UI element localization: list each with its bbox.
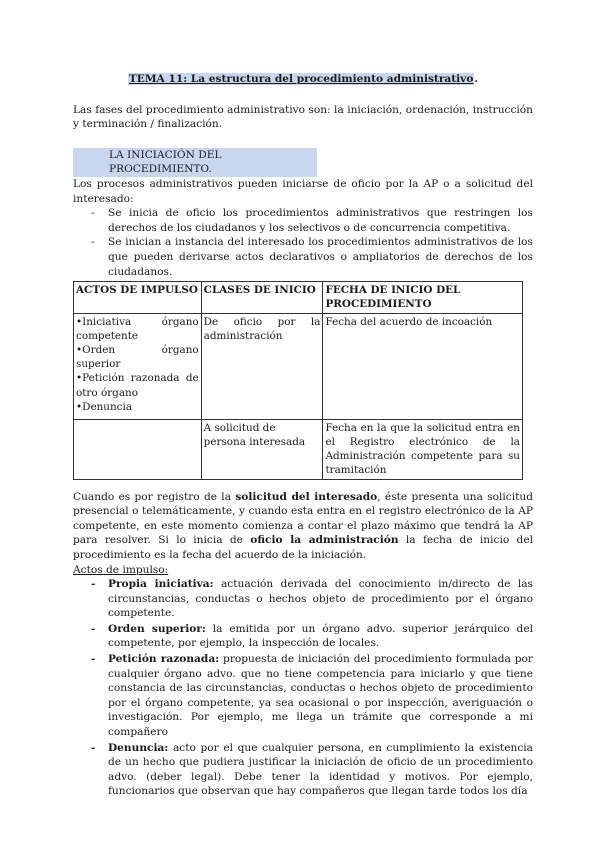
header-clases: CLASES DE INICIO <box>201 282 323 313</box>
actos-list <box>91 577 533 799</box>
document-page <box>73 72 533 800</box>
acto-item: •Orden órgano superior <box>76 343 199 371</box>
list-item <box>91 577 533 621</box>
definition: propuesta de iniciación del procedimiento formulada por cualquier órgano advo. que no tiene competencia para iniciarlo y que tiene constancia de las circunstancias, conductas o hechos objeto de procedimiento por el órgano competente, ya sea ocasional o por inspección, averiguación o investigación. Por ejemplo, me llega un trámite que corresponde a mi compañero <box>108 653 533 739</box>
cell-actos <box>74 419 202 479</box>
text-run: , éste presenta una solicitud presencial o telemáticamente, y cuando esta entra en el registro electrónico de la AP competente, en este momento comienza a contar el plazo máximo que tendrá la AP para resolver. Si lo inicia de <box>73 490 533 547</box>
bold-run: oficio la administración <box>250 534 399 547</box>
section-heading-iniciacion: LA INICIACIÓN DEL PROCEDIMIENTO. <box>73 148 317 177</box>
term: Orden superior: <box>108 622 206 635</box>
cell-fecha: Fecha del acuerdo de incoación <box>323 313 523 419</box>
term: Denuncia: <box>108 741 169 754</box>
acto-item: •Iniciativa órgano competente <box>76 315 199 342</box>
cell-actos <box>74 313 202 419</box>
term: Propia iniciativa: <box>108 578 214 591</box>
list-item: - Se inicia de oficio los procedimientos administrativos que restringen los derechos de los ciudadanos y los selectivos o de concurrencia competitiva. <box>91 206 533 235</box>
definition: la emitida por un órgano advo. superior jerárquico del competente, por ejemplo, la inspección de locales. <box>108 622 533 650</box>
list-item <box>91 652 533 740</box>
inicio-table <box>73 281 523 479</box>
bold-run: solicitud del interesado <box>235 490 378 503</box>
iniciacion-list <box>91 206 533 279</box>
registro-paragraph <box>73 490 533 563</box>
header-fecha: FECHA DE INICIO DEL PROCEDIMIENTO <box>323 282 523 313</box>
list-item <box>91 622 533 651</box>
list-item: - Se inician a instancia del interesado los procedimientos administrativos de los que pueden derivarse actos declarativos o ampliatorios de derechos de los ciudadanos. <box>91 235 533 279</box>
definition: acto por el que cualquier persona, en cumplimiento la existencia de un hecho que pudiera justificar la iniciación de oficio de un procedimiento advo. (deber legal). Debe tener la identidad y motivos. Por ejemplo, funcionarios que observan que hay compañeros que llegan tarde todos los día <box>108 741 533 798</box>
table-row <box>74 313 523 419</box>
table-header-row <box>74 282 523 313</box>
title-suffix: . <box>474 73 479 85</box>
actos-heading: Actos de impulso: <box>73 563 169 576</box>
acto-item: •Denuncia <box>76 400 133 413</box>
list-item <box>91 741 533 799</box>
acto-item: •Petición razonada de otro órgano <box>76 372 199 399</box>
header-actos: ACTOS DE IMPULSO <box>74 282 202 313</box>
intro-paragraph: Las fases del procedimiento administrativo son: la iniciación, ordenación, instrucción y terminación / finalización. <box>73 103 533 131</box>
table-row <box>74 419 523 479</box>
text-run: la fecha de inicio del procedimiento es la fecha del acuerdo de la iniciación. <box>73 534 533 561</box>
cell-clase: De oficio por la administración <box>201 313 323 419</box>
document-title <box>73 72 533 87</box>
cell-clase: A solicitud de persona interesada <box>201 419 323 479</box>
term: Petición razonada: <box>108 653 220 666</box>
section-lead: Los procesos administrativos pueden iniciarse de oficio por la AP o a solicitud del interesado: <box>73 177 533 205</box>
definition: actuación derivada del conocimiento in/directo de las circunstancias, conductas o hechos objeto de procedimiento por el órgano competente. <box>108 578 533 620</box>
title-text: TEMA 11: La estructura del procedimiento administrativo <box>128 73 474 85</box>
cell-fecha: Fecha en la que la solicitud entra en el Registro electrónico de la Administración competente para su tramitación <box>323 419 523 479</box>
text-run: Cuando es por registro de la <box>73 490 236 503</box>
